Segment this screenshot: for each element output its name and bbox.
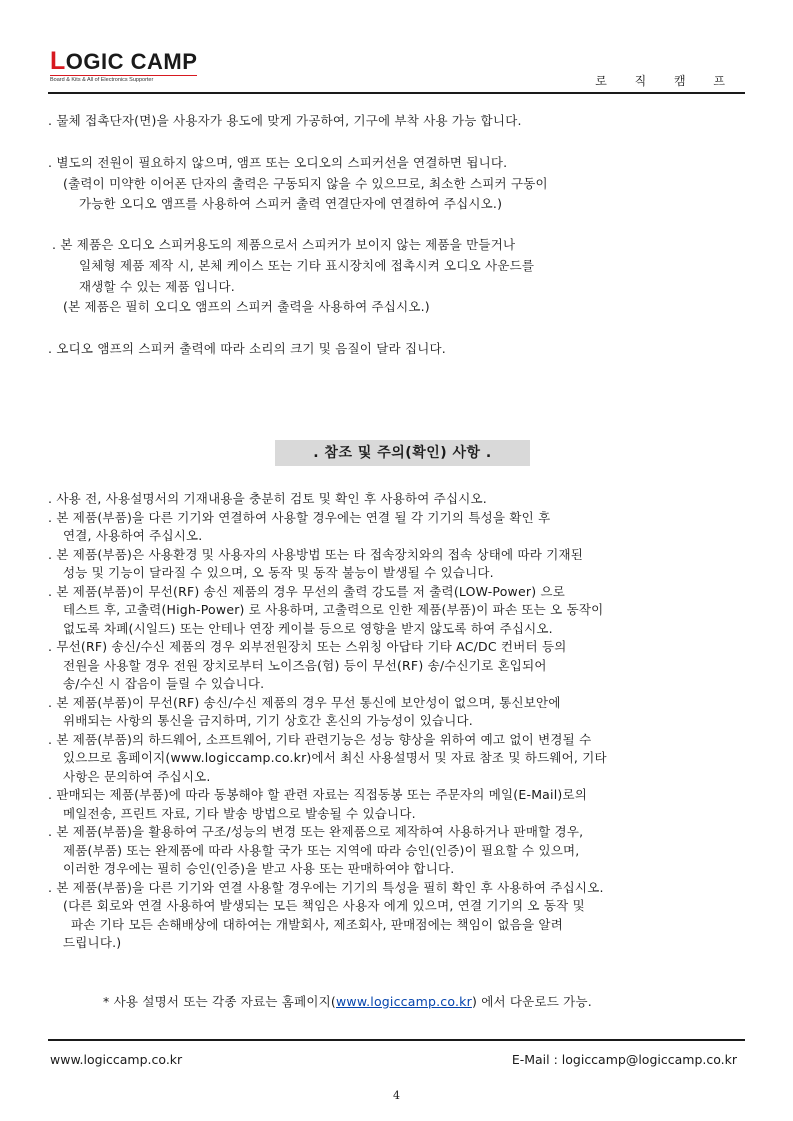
footer-website: www.logiccamp.co.kr <box>50 1052 183 1067</box>
notice-line: . 무선(RF) 송신/수신 제품의 경우 외부전원장치 또는 스위칭 아답타 기타 AC/DC 컨버터 등의 <box>48 639 567 654</box>
logo-wordmark <box>50 49 197 74</box>
notice-line: (다른 회로와 연결 사용하여 발생되는 모든 책임은 사용자 에게 있으며, 연결 기기의 오 동작 및 <box>63 898 585 913</box>
notice-line: . 본 제품(부품)을 활용하여 구조/성능의 변경 또는 완제품으로 제작하여 사용하거나 판매할 경우, <box>48 824 584 839</box>
notice-line: 제품(부품) 또는 완제품에 따라 사용할 국가 또는 지역에 따라 승인(인증)이 필요할 수 있으며, <box>63 843 580 858</box>
notice-line: . 본 제품(부품)이 무선(RF) 송신 제품의 경우 무선의 출력 강도를 저 출력(LOW-Power) 으로 <box>48 584 566 599</box>
logo-tagline: Board & Kits & All of Electronics Supporter <box>50 75 197 83</box>
notice-line: 테스트 후, 고출력(High-Power) 로 사용하며, 고출력으로 인한 제품(부품)이 파손 또는 오 동작이 <box>63 602 604 617</box>
notice-line: . 판매되는 제품(부품)에 따라 동봉해야 할 관련 자료는 직접동봉 또는 주문자의 메일(E-Mail)로의 <box>48 787 588 802</box>
notice-line: . 본 제품(부품)의 하드웨어, 소프트웨어, 기타 관련기능은 성능 향상을 위하여 예고 없이 변경될 수 <box>48 732 592 747</box>
page-number: 4 <box>393 1089 400 1102</box>
notice-line: 사항은 문의하여 주십시오. <box>63 769 211 784</box>
download-note-suffix: ) 에서 다운로드 가능. <box>471 994 592 1009</box>
notice-line: 메일전송, 프린트 자료, 기타 발송 방법으로 발송될 수 있습니다. <box>63 806 416 821</box>
header-title: 로 직 캠 프 <box>595 74 737 88</box>
notice-line: . 본 제품(부품)을 다른 기기와 연결하여 사용할 경우에는 연결 될 각 기기의 특성을 확인 후 <box>48 510 551 525</box>
logo-name-rest: OGIC CAMP <box>65 49 198 74</box>
footer-email: E-Mail : logiccamp@logiccamp.co.kr <box>511 1052 737 1067</box>
notice-line: 이러한 경우에는 필히 승인(인증)을 받고 사용 또는 판매하여야 합니다. <box>63 861 455 876</box>
notice-line: 전원을 사용할 경우 전원 장치로부터 노이즈음(험) 등이 무선(RF) 송/수신기로 혼입되어 <box>63 658 547 673</box>
download-note-prefix: * 사용 설명서 또는 각종 자료는 홈페이지( <box>103 994 336 1009</box>
notice-line: 위배되는 사항의 통신을 금지하며, 기기 상호간 혼신의 가능성이 있습니다. <box>63 713 473 728</box>
notice-line: 있으므로 홈페이지(www.logiccamp.co.kr)에서 최신 사용설명서 및 자료 참조 및 하드웨어, 기타 <box>63 750 607 765</box>
paragraph-line: . 별도의 전원이 필요하지 않으며, 앰프 또는 오디오의 스피커선을 연결하면 됩니다. <box>48 155 508 170</box>
notice-line: 파손 기타 모든 손해배상에 대하여는 개발회사, 제조회사, 판매점에는 책임이 없음을 알려 <box>71 917 563 932</box>
logo <box>50 49 197 83</box>
paragraph-line: . 물체 접촉단자(면)을 사용자가 용도에 맞게 가공하여, 기구에 부착 사용 가능 합니다. <box>48 113 522 128</box>
paragraph-line: . 본 제품은 오디오 스피커용도의 제품으로서 스피커가 보이지 않는 제품을 만들거나 <box>52 237 516 252</box>
paragraph-line: 재생할 수 있는 제품 입니다. <box>79 279 235 294</box>
paragraph-line: . 오디오 앰프의 스피커 출력에 따라 소리의 크기 및 음질이 달라 집니다. <box>48 341 446 356</box>
notice-line: . 본 제품(부품)은 사용환경 및 사용자의 사용방법 또는 타 접속장치와의 접속 상태에 따라 기재된 <box>48 547 584 562</box>
notice-line: 드립니다.) <box>63 935 122 950</box>
notice-line: 없도록 차폐(시일드) 또는 안테나 연장 케이블 등으로 영향을 받지 않도록 하여 주십시오. <box>63 621 553 636</box>
paragraph-line: (본 제품은 필히 오디오 앰프의 스피커 출력을 사용하여 주십시오.) <box>63 299 430 314</box>
paragraph-line: 가능한 오디오 앰프를 사용하여 스피커 출력 연결단자에 연결하여 주십시오.) <box>79 196 503 211</box>
paragraph-line: (출력이 미약한 이어폰 단자의 출력은 구동되지 않을 수 있으므로, 최소한 스피커 구동이 <box>63 176 548 191</box>
notice-line: . 사용 전, 사용설명서의 기재내용을 충분히 검토 및 확인 후 사용하여 주십시오. <box>48 491 487 506</box>
notice-line: 연결, 사용하여 주십시오. <box>63 528 203 543</box>
notice-line: 성능 및 기능이 달라질 수 있으며, 오 동작 및 동작 불능이 발생될 수 있습니다. <box>63 565 494 580</box>
footer-divider <box>48 1039 745 1041</box>
notice-line: 송/수신 시 잡음이 들릴 수 있습니다. <box>63 676 265 691</box>
header-divider <box>48 92 745 94</box>
download-note <box>103 992 592 1010</box>
logo-accent-letter: L <box>50 47 66 75</box>
notice-line: . 본 제품(부품)이 무선(RF) 송신/수신 제품의 경우 무선 통신에 보안성이 없으며, 통신보안에 <box>48 695 561 710</box>
section-title: . 참조 및 주의(확인) 사항 . <box>275 440 530 466</box>
paragraph-line: 일체형 제품 제작 시, 본체 케이스 또는 기타 표시장치에 접촉시켜 오디오 사운드를 <box>79 258 535 273</box>
notice-line: . 본 제품(부품)을 다른 기기와 연결 사용할 경우에는 기기의 특성을 필히 확인 후 사용하여 주십시오. <box>48 880 604 895</box>
homepage-link[interactable]: www.logiccamp.co.kr <box>335 994 472 1009</box>
